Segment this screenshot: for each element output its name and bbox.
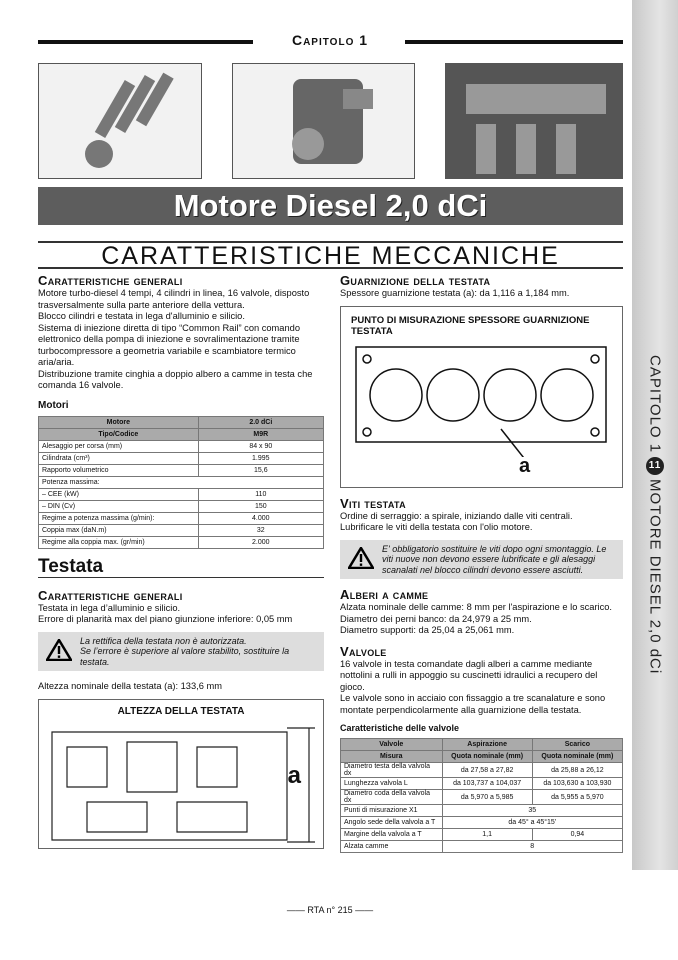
- table-row: [341, 805, 623, 817]
- table-row: [341, 817, 623, 829]
- table-cell: Cilindrata (cm³): [39, 452, 199, 464]
- table-cell: Quota nominale (mm): [442, 751, 532, 763]
- guarnizione-text: Spessore guarnizione testata (a): da 1,116 a 1,184 mm.: [340, 288, 570, 298]
- table-cell: Margine della valvola a T: [341, 829, 443, 841]
- page-badge: 11: [646, 457, 664, 475]
- table-cell: 1,1: [442, 829, 532, 841]
- table-cell: M9R: [198, 428, 323, 440]
- motori-table: [38, 416, 324, 549]
- paragraph: Sistema di iniezione diretta di tipo “Common Rail” con comando elettronico della pompa di iniezione e sovralimentazione tramite turbocompressore a geometria variabile e scambiatore termico aria/aria.: [38, 322, 300, 367]
- alberi-text: [340, 602, 623, 637]
- paragraph: Lubrificare le viti della testata con l'olio motore.: [340, 522, 533, 532]
- paragraph: Motore turbo-diesel 4 tempi, 4 cilindri in linea, 16 valvole, disposto trasversalmente sulla parte anteriore della vettura.: [38, 288, 310, 310]
- viti-text: [340, 511, 623, 534]
- testata-warning: [38, 632, 324, 672]
- valvole-text: [340, 659, 623, 717]
- table-cell: Coppia max (daN.m): [39, 524, 199, 536]
- table-row: [39, 476, 324, 488]
- table-cell: Angolo sede della valvola a T: [341, 817, 443, 829]
- header-rule: [405, 40, 623, 44]
- section-title: CARATTERISTICHE MECCANICHE: [38, 241, 623, 269]
- table-cell: Misura: [341, 751, 443, 763]
- alberi-heading: Alberi a camme: [340, 587, 429, 602]
- table-row: [341, 763, 623, 778]
- viti-warning: [340, 540, 623, 580]
- table-cell: da 103,630 a 103,930: [532, 778, 622, 790]
- testata-general-heading: Caratteristiche generali: [38, 587, 183, 603]
- table-cell: 110: [198, 488, 323, 500]
- testata-text: [38, 603, 324, 626]
- paragraph: 16 valvole in testa comandate dagli alberi a camme mediante nottolini a rulli in appoggio su cuscinetti idraulici a recupero del gioco.: [340, 658, 598, 692]
- table-cell: Tipo/Codice: [39, 428, 199, 440]
- table-cell: 32: [198, 524, 323, 536]
- table-cell: 2.000: [198, 536, 323, 548]
- table-row: [341, 778, 623, 790]
- table-cell: 1.995: [198, 452, 323, 464]
- table-cell: 35: [442, 805, 622, 817]
- table-row: [341, 790, 623, 805]
- right-column: [340, 273, 623, 853]
- engine-photo-2: [232, 63, 415, 179]
- table-cell: Motore: [39, 416, 199, 428]
- measure-point-label: a: [519, 454, 531, 477]
- table-cell: Regime alla coppia max. (gr/min): [39, 536, 199, 548]
- engine-photo-1: [38, 63, 202, 179]
- table-cell: Regime a potenza massima (g/min):: [39, 512, 199, 524]
- table-cell: 15,6: [198, 464, 323, 476]
- paragraph: Diametro dei perni banco: da 24,979 a 25 mm.: [340, 613, 532, 624]
- table-cell: Rapporto volumetrico: [39, 464, 199, 476]
- altezza-text: Altezza nominale della testata (a): 133,6 mm: [38, 681, 222, 691]
- chapter-header: Capitolo 1: [291, 32, 369, 48]
- warning-icon: [348, 547, 374, 572]
- table-cell: Valvole: [341, 739, 443, 751]
- valvole-heading: Valvole: [340, 643, 387, 659]
- paragraph: Alzata nominale delle camme: 8 mm per l'aspirazione e lo scarico.: [340, 602, 613, 612]
- paragraph: Blocco cilindri e testata in lega d'alluminio e silicio.: [38, 311, 245, 321]
- sidebar-label: [632, 355, 678, 775]
- warning-text: La rettifica della testata non è autorizzata.: [80, 635, 247, 646]
- paragraph: Distribuzione tramite cinghia a doppio albero a camme in testa che comanda 16 valvole.: [38, 368, 313, 390]
- table-row: [39, 464, 324, 476]
- table-row: [39, 452, 324, 464]
- paragraph: Diametro supporti: da 25,04 a 25,061 mm.: [340, 625, 515, 635]
- warning-text: Se l’errore è superiore al valore stabilito, sostituire la testata.: [80, 646, 290, 667]
- table-cell: 2.0 dCi: [198, 416, 323, 428]
- table-cell: Punti di misurazione X1: [341, 805, 443, 817]
- table-cell: 4.000: [198, 512, 323, 524]
- general-heading: Caratteristiche generali: [38, 273, 183, 288]
- left-column: [38, 273, 324, 849]
- table-row: [39, 428, 324, 440]
- table-cell: da 5,955 a 5,970: [532, 790, 622, 805]
- page-title: Motore Diesel 2,0 dCi: [38, 187, 623, 225]
- table-cell: Alesaggio per corsa (mm): [39, 440, 199, 452]
- figure-title: PUNTO DI MISURAZIONE SPESSORE GUARNIZIONE TESTATA: [351, 314, 590, 337]
- table-cell: Aspirazione: [442, 739, 532, 751]
- altezza-figure: [38, 699, 324, 849]
- table-row: [341, 829, 623, 841]
- table-cell: – CEE (kW): [39, 488, 199, 500]
- table-cell: Lunghezza valvola L: [341, 778, 443, 790]
- table-row: [341, 751, 623, 763]
- table-cell: da 45° a 45°15': [442, 817, 622, 829]
- gasket-figure: [340, 306, 623, 488]
- header-rule: [38, 40, 253, 44]
- sidebar-chapter: CAPITOLO 1: [646, 355, 664, 454]
- table-cell: Scarico: [532, 739, 622, 751]
- table-cell: 8: [442, 841, 622, 853]
- table-cell: 84 x 90: [198, 440, 323, 452]
- table-cell: Alzata camme: [341, 841, 443, 853]
- gasket-drawing: [351, 337, 616, 457]
- table-row: [39, 524, 324, 536]
- engine-photo-3: [445, 63, 623, 179]
- table-row: [341, 739, 623, 751]
- valvole-table: [340, 738, 623, 853]
- guarnizione-heading: Guarnizione della testata: [340, 273, 491, 288]
- table-cell: 150: [198, 500, 323, 512]
- table-cell: Diametro testa della valvola dx: [341, 763, 443, 778]
- warning-text: E' obbligatorio sostituire le viti dopo ogni smontaggio. Le viti nuove non devono essere lubrificate e gli alesaggi scanalati nel blocco cilindri devono essere asciutti.: [382, 543, 607, 575]
- figure-title: ALTEZZA DELLA TESTATA: [117, 705, 245, 717]
- table-cell: 0,94: [532, 829, 622, 841]
- paragraph: Errore di planarità max del piano giunzione inferiore: 0,05 mm: [38, 614, 293, 624]
- table-row: [39, 488, 324, 500]
- testata-heading: Testata: [38, 557, 324, 578]
- table-cell: da 25,88 a 26,12: [532, 763, 622, 778]
- warning-icon: [46, 639, 72, 664]
- table-cell: da 27,58 a 27,82: [442, 763, 532, 778]
- paragraph: Ordine di serraggio: a spirale, iniziando dalle viti centrali.: [340, 510, 573, 521]
- table-row: [39, 416, 324, 428]
- table-row: [341, 841, 623, 853]
- viti-heading: Viti testata: [340, 495, 406, 511]
- sidebar-section: MOTORE DIESEL 2,0 dCi: [646, 479, 664, 675]
- general-text: [38, 288, 324, 392]
- table-cell: da 103,737 a 104,037: [442, 778, 532, 790]
- motori-heading: Motori: [38, 399, 69, 411]
- dimension-label: a: [287, 761, 301, 789]
- table-row: [39, 500, 324, 512]
- valvole-table-heading: Caratteristiche delle valvole: [340, 723, 460, 733]
- table-cell: Diametro coda della valvola dx: [341, 790, 443, 805]
- page-footer: —— RTA n° 215 ——: [286, 905, 374, 915]
- table-cell: da 5,970 a 5,985: [442, 790, 532, 805]
- cylinder-head-drawing: [47, 722, 317, 847]
- table-row: [39, 440, 324, 452]
- table-cell: Quota nominale (mm): [532, 751, 622, 763]
- table-row: [39, 512, 324, 524]
- paragraph: Testata in lega d’alluminio e silicio.: [38, 602, 181, 613]
- paragraph: Le valvole sono in acciaio con fissaggio a tre scanalature e sono montate perpendicolarmente alla guarnizione della testata.: [340, 693, 606, 715]
- table-cell: Potenza massima:: [39, 476, 324, 488]
- table-cell: – DIN (Cv): [39, 500, 199, 512]
- table-row: [39, 536, 324, 548]
